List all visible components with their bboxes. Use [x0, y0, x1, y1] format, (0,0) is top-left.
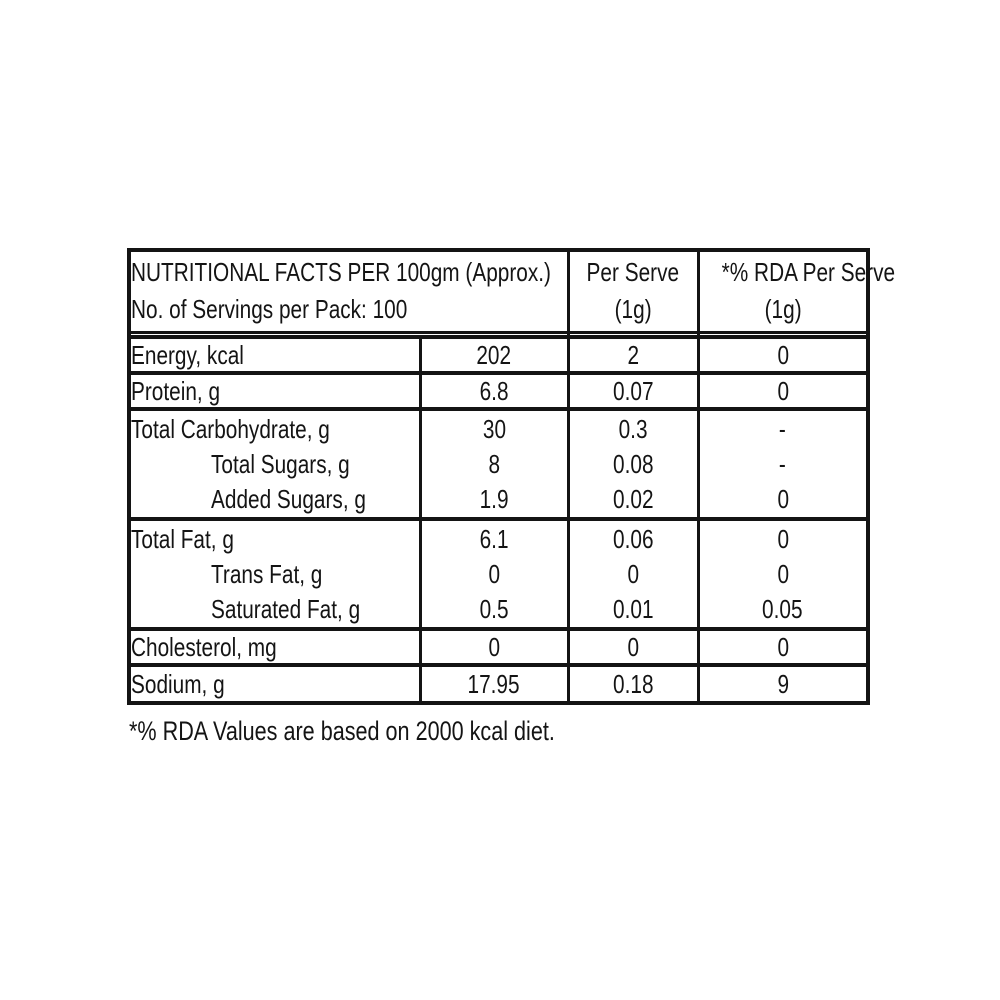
header-rda-cell	[698, 252, 895, 332]
value-per-100g: 0	[420, 629, 568, 665]
row-sublabel: Saturated Fat, g	[211, 594, 361, 624]
row-sublabel: Trans Fat, g	[211, 559, 323, 589]
value-per-serve: 0	[568, 629, 698, 665]
nutrition-facts-table	[127, 248, 895, 705]
value-rda: 0	[698, 373, 866, 409]
header-title-cell	[131, 252, 568, 332]
header-servings: No. of Servings per Pack: 100	[131, 294, 408, 325]
header-per-serve-cell	[568, 252, 698, 332]
value-per-100g: 17.95	[420, 665, 568, 701]
table-row-carbohydrate-group	[131, 409, 866, 519]
row-label: Cholesterol, mg	[131, 629, 420, 665]
value-rda-group: - - 0	[698, 409, 866, 519]
table-row-energy	[131, 337, 866, 373]
header-rda-unit: (1g)	[764, 294, 802, 325]
table-row-fat-group	[131, 519, 866, 629]
header-rda: *% RDA Per Serve	[721, 257, 895, 288]
value-rda: 9	[698, 665, 866, 701]
value-per-serve-group: 0.06 0 0.01	[568, 519, 698, 629]
rda-footnote: *% RDA Values are based on 2000 kcal diet.	[129, 716, 555, 746]
row-label: Total Fat, g	[131, 524, 234, 554]
header-per-serve: Per Serve	[586, 257, 680, 288]
row-sublabel: Total Sugars, g	[211, 449, 350, 479]
row-label-group	[131, 519, 420, 629]
value-rda: 0	[698, 337, 866, 373]
table-row-cholesterol	[131, 629, 866, 665]
header-per-serve-unit: (1g)	[614, 294, 652, 325]
table-row-sodium	[131, 665, 866, 701]
row-label: Energy, kcal	[131, 337, 420, 373]
header-title: NUTRITIONAL FACTS PER 100gm (Approx.)	[131, 257, 551, 288]
row-label-group	[131, 409, 420, 519]
value-rda: 0	[698, 629, 866, 665]
row-label: Total Carbohydrate, g	[131, 414, 330, 444]
row-label: Protein, g	[131, 373, 420, 409]
value-per-100g-group: 6.1 0 0.5	[420, 519, 568, 629]
value-per-serve-group: 0.3 0.08 0.02	[568, 409, 698, 519]
value-per-serve: 2	[568, 337, 698, 373]
nutrition-table	[131, 252, 895, 701]
value-per-serve: 0.07	[568, 373, 698, 409]
table-header-row	[131, 252, 866, 332]
value-per-100g: 6.8	[420, 373, 568, 409]
value-per-serve: 0.18	[568, 665, 698, 701]
row-label: Sodium, g	[131, 665, 420, 701]
value-per-100g: 202	[420, 337, 568, 373]
row-sublabel: Added Sugars, g	[211, 484, 366, 514]
value-per-100g-group: 30 8 1.9	[420, 409, 568, 519]
value-rda-group: 0 0 0.05	[698, 519, 866, 629]
table-row-protein	[131, 373, 866, 409]
